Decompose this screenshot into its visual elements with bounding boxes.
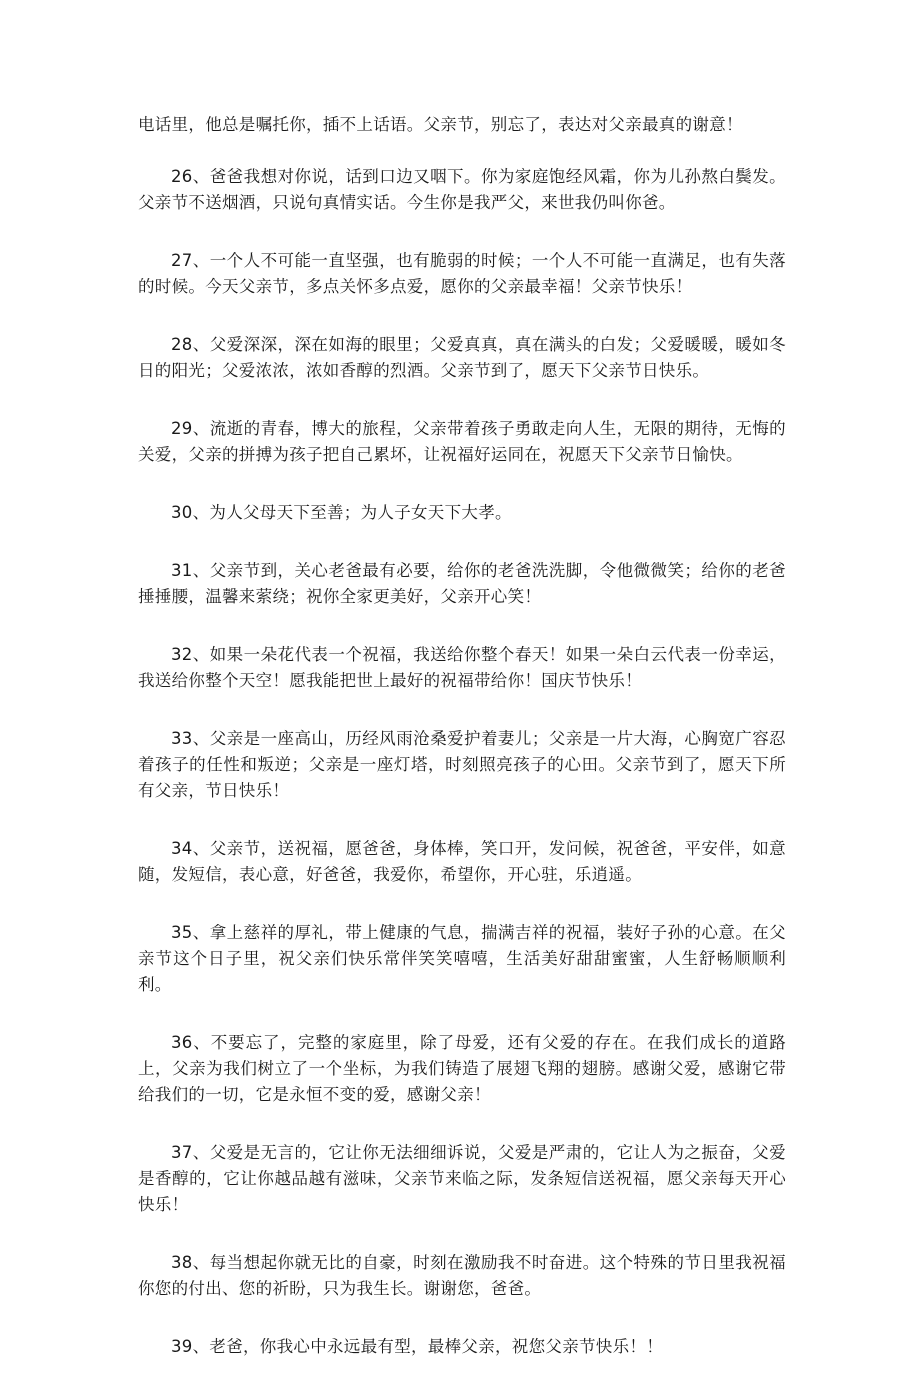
- paragraph-continued: 电话里，他总是嘱托你，插不上话语。父亲节，别忘了，表达对父亲最真的谢意！: [138, 115, 743, 134]
- paragraph-32: 32、如果一朵花代表一个祝福，我送给你整个春天！如果一朵白云代表一份幸运，我送给你整个天空！愿我能把世上最好的祝福带给你！国庆节快乐！: [138, 645, 786, 690]
- paragraph-28: 28、父爱深深，深在如海的眼里；父爱真真，真在满头的白发；父爱暖暖，暖如冬日的阳光；父爱浓浓，浓如香醇的烈酒。父亲节到了，愿天下父亲节日快乐。: [138, 335, 786, 380]
- paragraph-34: 34、父亲节，送祝福，愿爸爸，身体棒，笑口开，发问候，祝爸爸，平安伴，如意随，发短信，表心意，好爸爸，我爱你，希望你，开心驻，乐逍遥。: [138, 839, 786, 884]
- document-body: [138, 112, 786, 1392]
- paragraph-31: 31、父亲节到，关心老爸最有必要，给你的老爸洗洗脚，令他微微笑；给你的老爸捶捶腰，温馨来萦绕；祝你全家更美好，父亲开心笑！: [138, 561, 786, 606]
- paragraph-37: 37、父爱是无言的，它让你无法细细诉说，父爱是严肃的，它让人为之振奋，父爱是香醇的，它让你越品越有滋味，父亲节来临之际，发条短信送祝福，愿父亲每天开心快乐！: [138, 1143, 786, 1214]
- paragraph-30: 30、为人父母天下至善；为人子女天下大孝。: [171, 503, 512, 522]
- paragraph-29: 29、流逝的青春，博大的旅程，父亲带着孩子勇敢走向人生，无限的期待，无悔的关爱，父亲的拼搏为孩子把自己累坏，让祝福好运同在，祝愿天下父亲节日愉快。: [138, 419, 786, 464]
- paragraph-39: 39、老爸，你我心中永远最有型，最棒父亲，祝您父亲节快乐！！: [171, 1337, 663, 1356]
- paragraph-33: 33、父亲是一座高山，历经风雨沧桑爱护着妻儿；父亲是一片大海，心胸宽广容忍着孩子的任性和叛逆；父亲是一座灯塔，时刻照亮孩子的心田。父亲节到了，愿天下所有父亲，节日快乐！: [138, 729, 786, 800]
- paragraph-38: 38、每当想起你就无比的自豪，时刻在激励我不时奋进。这个特殊的节日里我祝福你您的付出、您的祈盼，只为我生长。谢谢您，爸爸。: [138, 1253, 786, 1298]
- paragraph-26: 26、爸爸我想对你说，话到口边又咽下。你为家庭饱经风霜，你为儿孙熬白鬓发。父亲节不送烟酒，只说句真情实话。今生你是我严父，来世我仍叫你爸。: [138, 167, 786, 212]
- paragraph-35: 35、拿上慈祥的厚礼，带上健康的气息，揣满吉祥的祝福，装好子孙的心意。在父亲节这个日子里，祝父亲们快乐常伴笑笑嘻嘻，生活美好甜甜蜜蜜，人生舒畅顺顺利利。: [138, 923, 786, 994]
- paragraph-36: 36、不要忘了，完整的家庭里，除了母爱，还有父爱的存在。在我们成长的道路上，父亲为我们树立了一个坐标，为我们铸造了展翅飞翔的翅膀。感谢父爱，感谢它带给我们的一切，它是永恒不变的爱，感谢父亲！: [138, 1033, 786, 1104]
- paragraph-27: 27、一个人不可能一直坚强，也有脆弱的时候；一个人不可能一直满足，也有失落的时候。今天父亲节，多点关怀多点爱，愿你的父亲最幸福！父亲节快乐！: [138, 251, 786, 296]
